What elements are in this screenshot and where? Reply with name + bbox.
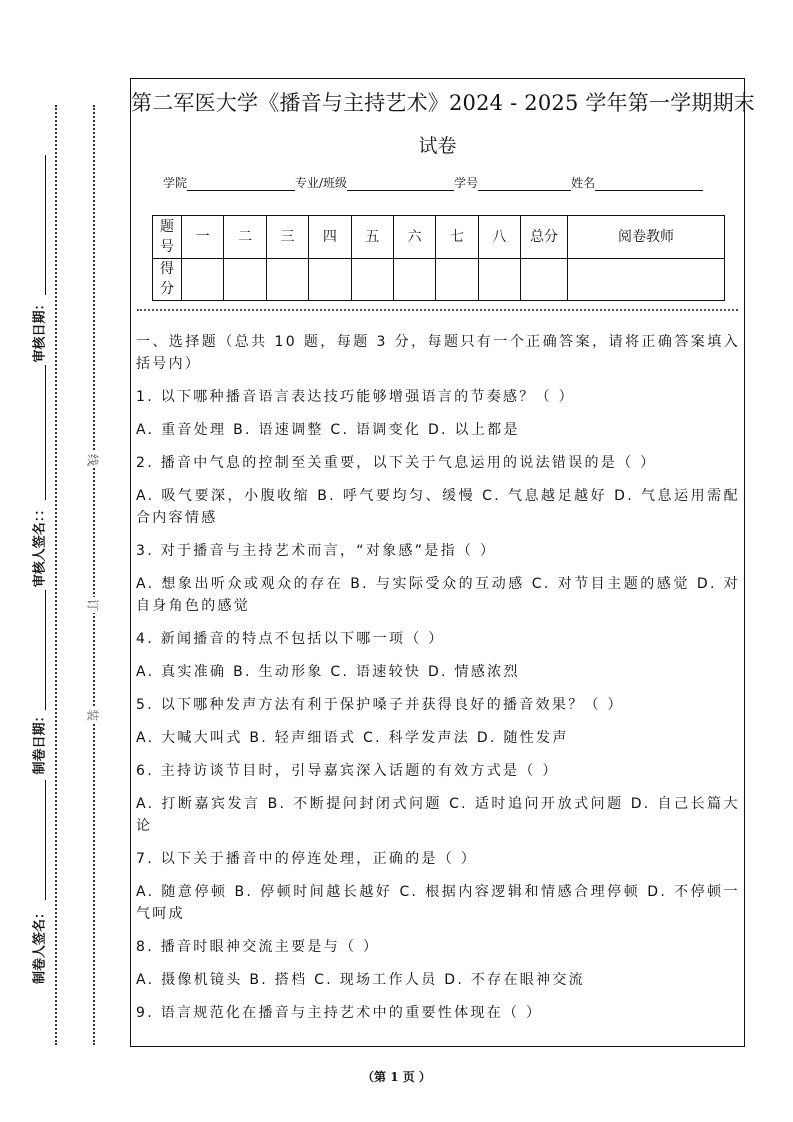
exam-subtitle: 试卷 <box>418 135 457 157</box>
row-label-score: 得分 <box>153 258 182 301</box>
field-label-name: 姓名 <box>571 176 596 190</box>
signature-line <box>45 780 46 900</box>
row-label-question-number: 题号 <box>153 216 182 259</box>
signature-line <box>45 155 46 295</box>
exam-frame <box>130 78 756 1047</box>
reviewer-signature-label: 审核人签名：： <box>32 502 48 588</box>
column-header: 四 <box>309 216 351 259</box>
score-cell[interactable] <box>351 258 393 301</box>
question-2-options: A. 吸气要深，小腹收缩 B. 呼气要均匀、缓慢 C. 气息越足越好 D. 气息运用需配合内容情感 <box>136 488 740 526</box>
name-blank[interactable] <box>595 176 703 191</box>
major-class-blank[interactable] <box>347 176 454 191</box>
field-label-college: 学院 <box>163 176 188 190</box>
question-4-options: A. 真实准确 B. 生动形象 C. 语速较快 D. 情感浓烈 <box>136 664 520 680</box>
score-table-header-row <box>153 216 725 259</box>
column-header: 七 <box>436 216 478 259</box>
column-header-total: 总分 <box>521 216 568 259</box>
question-3-options: A. 想象出听众或观众的存在 B. 与实际受众的互动感 C. 对节目主题的感觉 D. 对自身角色的感觉 <box>136 576 740 614</box>
score-cell-grader[interactable] <box>568 258 725 301</box>
question-6-options: A. 打断嘉宾发言 B. 不断提问封闭式问题 C. 适时追问开放式问题 D. 自己长篇大论 <box>136 796 740 834</box>
question-2: 2. 播音中气息的控制至关重要，以下关于气息运用的说法错误的是（ ） <box>136 455 657 471</box>
score-cell[interactable] <box>224 258 266 301</box>
score-cell[interactable] <box>309 258 351 301</box>
binding-mark-xian: 线 <box>85 453 100 467</box>
dotted-separator <box>137 309 738 311</box>
score-cell[interactable] <box>478 258 520 301</box>
exam-title: 第二军医大学《播音与主持艺术》2024 - 2025 学年第一学期期末 <box>131 91 756 115</box>
column-header-grader: 阅卷教师 <box>568 216 725 259</box>
college-blank[interactable] <box>187 176 295 191</box>
signature-line <box>45 590 46 710</box>
multiple-choice-section <box>136 331 740 1035</box>
column-header: 五 <box>351 216 393 259</box>
field-label-student-id: 学号 <box>454 176 479 190</box>
column-header: 二 <box>224 216 266 259</box>
setter-signature-label: 制卷人签名： <box>32 905 48 985</box>
question-4: 4. 新闻播音的特点不包括以下哪一项（ ） <box>136 631 445 647</box>
binding-mark-zhuang: 装 <box>85 708 100 722</box>
field-label-major-class: 专业/班级 <box>295 176 348 190</box>
score-table <box>152 215 725 301</box>
question-7-options: A. 随意停顿 B. 停顿时间越长越好 C. 根据内容逻辑和情感合理停顿 D. 不停顿一气呵成 <box>136 884 740 922</box>
setter-date-label: 制卷日期： <box>32 709 48 775</box>
binding-mark-ding: 订 <box>85 598 100 612</box>
question-3: 3. 对于播音与主持艺术而言，“对象感”是指（ ） <box>136 543 497 559</box>
section-heading: 一、选择题（总共 10 题，每题 3 分，每题只有一个正确答案，请将正确答案填入括号内） <box>136 334 740 372</box>
column-header: 三 <box>266 216 308 259</box>
question-9: 9. 语言规范化在播音与主持艺术中的重要性体现在（ ） <box>136 1005 543 1021</box>
student-info-row <box>163 174 703 191</box>
review-date-label: 审核日期： <box>32 297 48 363</box>
question-7: 7. 以下关于播音中的停连处理，正确的是（ ） <box>136 851 478 867</box>
question-5: 5. 以下哪种发声方法有利于保护嗓子并获得良好的播音效果？（ ） <box>136 697 624 713</box>
score-cell[interactable] <box>393 258 435 301</box>
signature-line <box>45 365 46 500</box>
score-table-score-row <box>153 258 725 301</box>
binding-dotted-line-outer <box>55 105 57 1045</box>
question-6: 6. 主持访谈节目时，引导嘉宾深入话题的有效方式是（ ） <box>136 763 559 779</box>
score-cell[interactable] <box>436 258 478 301</box>
student-id-blank[interactable] <box>478 176 571 191</box>
question-5-options: A. 大喊大叫式 B. 轻声细语式 C. 科学发声法 D. 随性发声 <box>136 730 569 746</box>
score-cell-total[interactable] <box>521 258 568 301</box>
score-cell[interactable] <box>182 258 224 301</box>
score-cell[interactable] <box>266 258 308 301</box>
column-header: 八 <box>478 216 520 259</box>
column-header: 六 <box>393 216 435 259</box>
question-1-options: A. 重音处理 B. 语速调整 C. 语调变化 D. 以上都是 <box>136 422 520 438</box>
column-header: 一 <box>182 216 224 259</box>
question-1: 1. 以下哪种播音语言表达技巧能够增强语言的节奏感？（ ） <box>136 389 575 405</box>
page-number: （第 1 页 ） <box>362 1070 431 1084</box>
question-8: 8. 播音时眼神交流主要是与（ ） <box>136 939 380 955</box>
binding-dotted-line-inner <box>93 105 95 1045</box>
question-8-options: A. 摄像机镜头 B. 搭档 C. 现场工作人员 D. 不存在眼神交流 <box>136 972 585 988</box>
